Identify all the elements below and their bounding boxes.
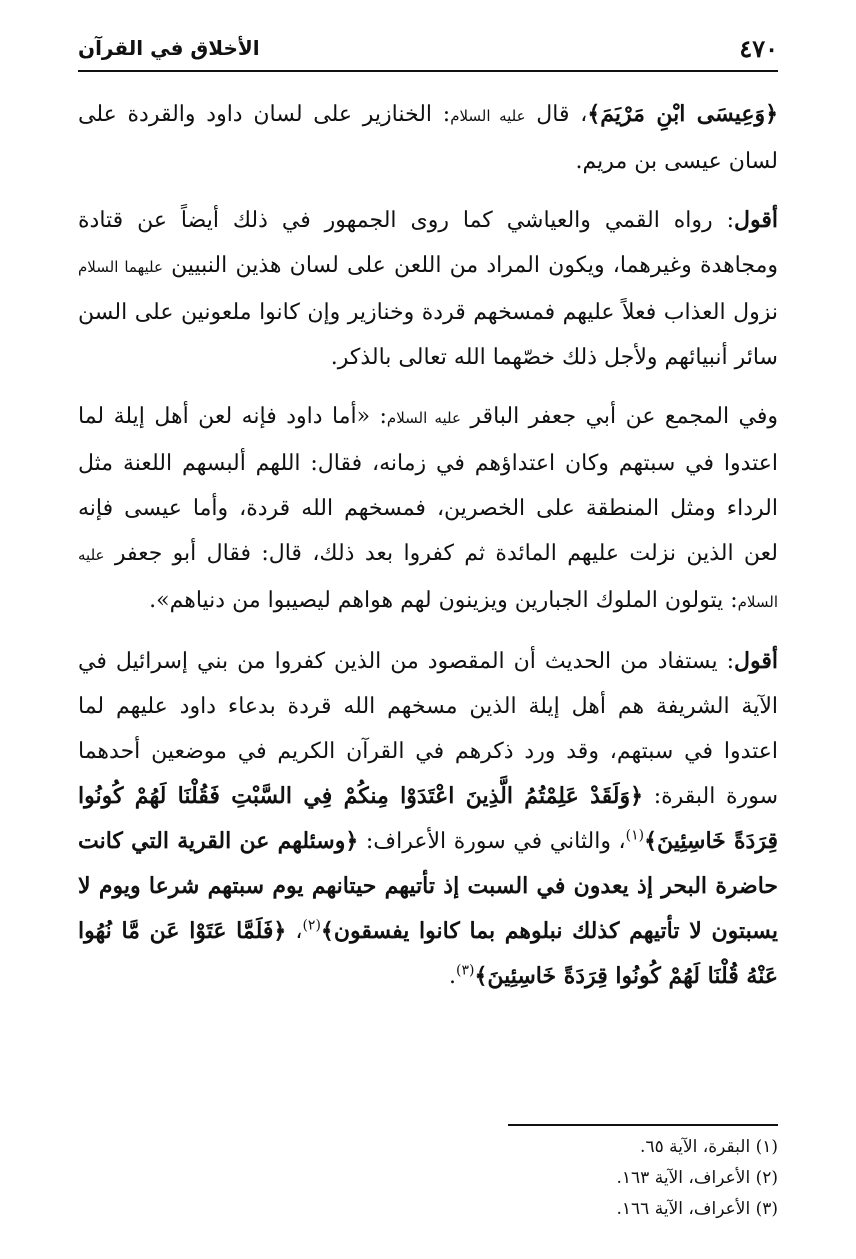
- paragraph-3: [78, 394, 778, 625]
- honorific-mark: عليه السلام: [386, 409, 461, 427]
- footnotes: [78, 1132, 778, 1225]
- text-run: : يتولون الملوك الجبارين ويزينون لهم هواهم ليصيبوا من دنياهم».: [149, 588, 738, 613]
- footnote-rule: [508, 1124, 778, 1126]
- quran-quote: ﴿فَلَمَّا عَتَوْا عَن مَّا نُهُوا عَنْهُ قُلْنَا لَهُمْ كُونُوا قِرَدَةً خَاسِئِينَ﴾: [78, 918, 778, 989]
- book-title: الأخلاق في القرآن: [78, 36, 260, 60]
- header-rule: [78, 70, 778, 72]
- quran-quote: ﴿وَعِيسَى ابْنِ مَرْيَمَ﴾: [587, 101, 779, 127]
- text-run: .: [448, 964, 456, 989]
- text-run: ، قال: [525, 102, 588, 127]
- paragraph-4: [78, 639, 778, 999]
- footnote-3: (٣) الأعراف، الآية ١٦٦.: [616, 1199, 778, 1219]
- quran-quote: ﴿وَلَقَدْ عَلِمْتُمُ الَّذِينَ اعْتَدَوْا مِنكُمْ فِي السَّبْتِ فَقُلْنَا لَهُمْ كُونُوا قِرَدَةً خَاسِئِينَ﴾: [78, 783, 778, 854]
- footnote-ref[interactable]: (٢): [302, 917, 321, 934]
- text-run: : الخنازير على لسان داود والقردة على لسان عيسى بن مريم.: [78, 102, 778, 174]
- footnote-ref[interactable]: (٣): [455, 962, 475, 979]
- honorific-mark: عليه السلام: [450, 107, 526, 125]
- footnote-ref[interactable]: (١): [625, 827, 645, 844]
- text-run: وفي المجمع عن أبي جعفر الباقر: [460, 404, 778, 429]
- text-run: : رواه القمي والعياشي كما روى الجمهور في ذلك أيضاً عن قتادة ومجاهدة وغيرهما، ويكون المراد من اللعن على لسان هذين النبيين: [78, 208, 778, 278]
- text-run: : يستفاد من الحديث أن المقصود من الذين كفروا من بني إسرائيل في الآية الشريفة هم أهل إيلة الذين مسخهم الله قردة بدعاء داود عليهم لما اعتدوا في سبتهم، وقد ورد ذكرهم في القرآن الكريم في موضعين أحدهما سورة البقرة:: [78, 649, 779, 809]
- running-header: [78, 28, 778, 68]
- paragraph-2: [78, 198, 778, 380]
- text-run: نزول العذاب فعلاً عليهم فمسخهم قردة وخنازير وإن كانوا ملعونين على السن سائر أنبيائهم ولأجل ذلك خصّهما الله تعالى بالذكر.: [78, 300, 778, 370]
- footnote-1: (١) البقرة، الآية ٦٥.: [640, 1137, 778, 1157]
- body-text: [78, 92, 778, 1013]
- page-number: ٤٧٠: [739, 33, 778, 63]
- lead-word: أقول: [734, 648, 778, 674]
- text-run: ،: [286, 919, 303, 944]
- text-run: ، والثاني في سورة الأعراف:: [358, 829, 626, 854]
- paragraph-1: [78, 92, 778, 184]
- honorific-mark: عليه السلام: [78, 546, 778, 611]
- text-run: : «أما داود فإنه لعن أهل إيلة لما اعتدوا في سبتهم وكان اعتداؤهم في زمانه، فقال: اللهم ألبسهم اللعنة مثل الرداء ومثل المنطقة على الخصرين، فمسخهم الله قردة، وأما عيسى فإنه لعن الذين نزلت عليهم المائدة ثم كفروا بعد ذلك، قال: فقال أبو جعفر: [78, 404, 778, 566]
- quran-quote: ﴿وسئلهم عن القرية التي كانت حاضرة البحر إذ يعدون في السبت إذ تأتيهم حيتانهم يوم سبتهم شرعا ويوم لا يسبتون لا تأتيهم كذلك نبلوهم بما كانوا يفسقون﴾: [78, 828, 778, 944]
- honorific-mark: عليهما السلام: [78, 258, 163, 276]
- footnote-2: (٢) الأعراف، الآية ١٦٣.: [616, 1168, 778, 1188]
- lead-word: أقول: [734, 207, 778, 233]
